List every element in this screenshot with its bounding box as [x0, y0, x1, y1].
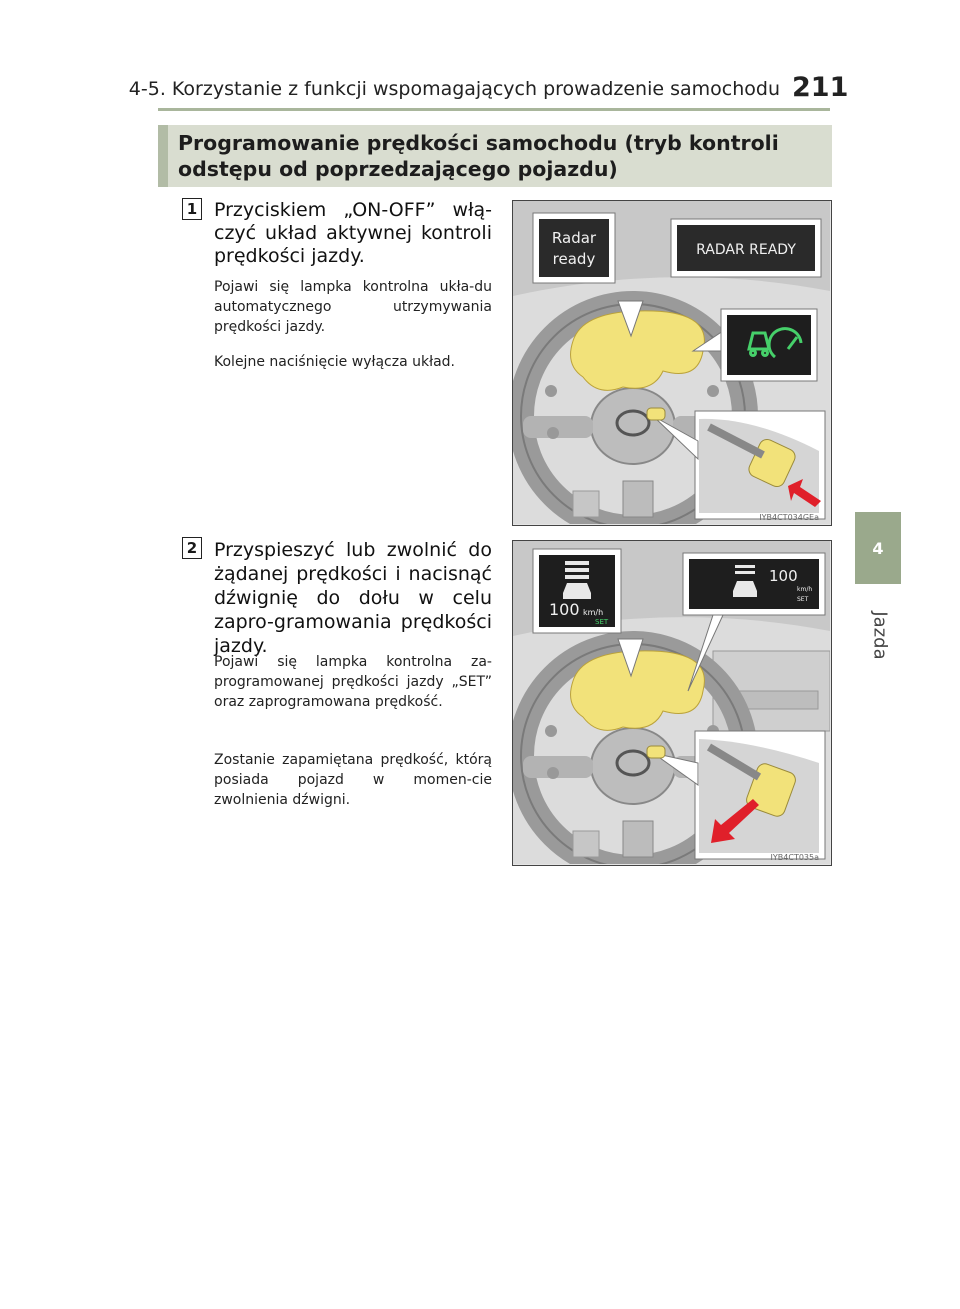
display-text-radar: Radar [551, 229, 597, 247]
step-2-illustration [512, 540, 832, 866]
display-text-radar-ready: RADAR READY [696, 242, 796, 258]
chapter-tab [855, 512, 901, 584]
illustration-code-1: IYB4CT034GEa [759, 513, 819, 522]
right-speed-value: 100 [769, 567, 798, 585]
step-2-note-2: Zostanie zapamiętana prędkość, którą posiada pojazd w momen-cie zwolnienia dźwigni. [214, 752, 492, 808]
step-1-instruction: Przyciskiem „ON-OFF” włą-czyć układ aktywnej kontroli prędkości jazdy. [214, 199, 492, 267]
illustration-code-2: IYB4CT035a [770, 853, 819, 862]
chapter-label-text: Jazda [869, 610, 891, 660]
step-2-number: 2 [182, 537, 202, 559]
left-speed-value: 100 [549, 600, 580, 619]
right-set-indicator: SET [797, 596, 809, 603]
step-1-illustration [512, 200, 832, 526]
left-set-indicator: SET [595, 618, 609, 626]
header-divider [158, 108, 830, 111]
step-2-instruction: Przyspieszyć lub zwolnić do żądanej prędkości i nacisnąć dźwignię do dołu w celu zapro-gramowania prędkości jazdy. [214, 539, 492, 657]
display-text-ready: ready [552, 250, 596, 268]
chapter-number: 4 [872, 538, 884, 558]
chapter-label [860, 590, 900, 680]
section-title: Programowanie prędkości samochodu (tryb kontroli odstępu od poprzedzającego pojazdu) [158, 125, 832, 187]
step-1-number: 1 [182, 198, 202, 220]
left-speed-unit: km/h [583, 608, 604, 617]
page-number: 211 [792, 72, 849, 103]
right-speed-unit: km/h [797, 586, 813, 593]
step-1-note-1: Pojawi się lampka kontrolna ukła-du automatycznego utrzymywania prędkości jazdy. [214, 279, 492, 335]
step-2-note-1: Pojawi się lampka kontrolna za-programowanej prędkości jazdy „SET” oraz zaprogramowana prędkość. [214, 654, 492, 710]
step-1-note-2: Kolejne naciśnięcie wyłącza układ. [214, 354, 455, 370]
running-header-title: 4-5. Korzystanie z funkcji wspomagających prowadzenie samochodu [128, 78, 780, 100]
